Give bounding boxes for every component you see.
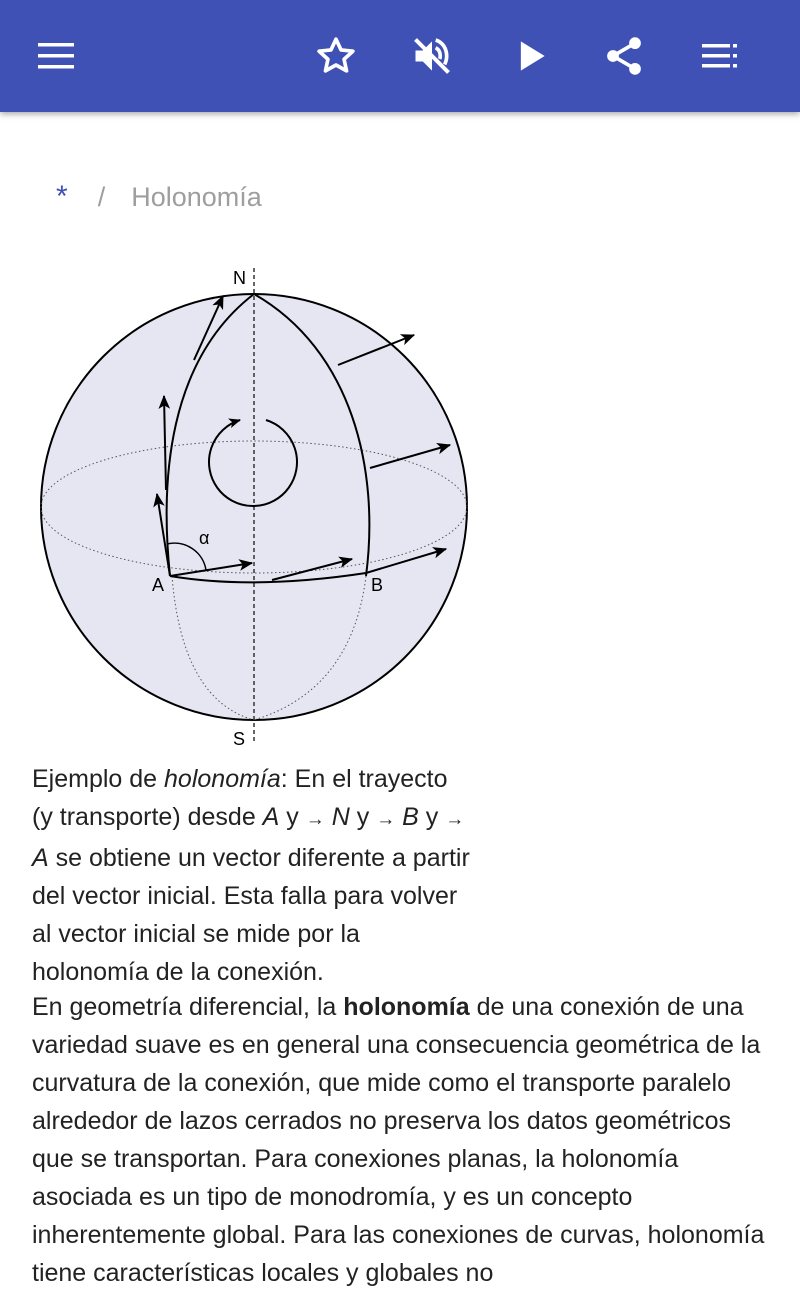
star-outline-icon	[314, 34, 358, 78]
caption-text: : En el trayecto (y transporte) desde	[32, 765, 448, 831]
caption-arrow: →	[445, 809, 465, 830]
breadcrumb-home-link[interactable]: *	[56, 180, 68, 213]
north-label: N	[233, 268, 246, 288]
caption-text: Ejemplo de	[32, 765, 165, 793]
mute-button[interactable]	[404, 28, 460, 84]
list-icon	[700, 36, 740, 76]
caption-text: y	[418, 803, 446, 831]
menu-icon	[36, 36, 76, 76]
caption-text: se obtiene un vector diferente a partir del vector inicial. Esta falla para volver al vector inicial se mide por la holonomía de la conexión.	[32, 844, 470, 986]
figure-caption	[32, 760, 472, 991]
caption-text	[325, 803, 332, 831]
play-button[interactable]	[502, 28, 558, 84]
contents-button[interactable]	[692, 28, 748, 84]
menu-button[interactable]	[28, 28, 84, 84]
south-label: S	[233, 729, 246, 749]
point-b-label: B	[371, 575, 384, 595]
caption-point-n: N	[331, 803, 350, 831]
caption-text: y	[349, 803, 377, 831]
breadcrumb-separator: /	[97, 181, 106, 212]
caption-term: holonomía	[164, 765, 281, 793]
app-bar	[0, 0, 800, 112]
share-icon	[602, 34, 646, 78]
caption-arrow: →	[305, 809, 325, 830]
article-body	[32, 988, 768, 1292]
caption-point-a: A	[262, 803, 280, 831]
article-term: holonomía	[343, 993, 470, 1021]
holonomy-sphere-figure	[32, 258, 472, 754]
breadcrumb-current: Holonomía	[131, 181, 262, 212]
caption-point-b: B	[402, 803, 419, 831]
article-text: de una conexión de una variedad suave es en general una consecuencia geométrica de la curvatura de la conexión, que mide como el transporte paralelo alrededor de lazos cerrados no preserva los datos geométricos que se transportan. Para conexiones planas, la holonomía asociada es un tipo de monodromía, y es un concepto inherentemente global. Para las conexiones de curvas, holonomía tiene características locales y globales no	[32, 993, 765, 1287]
article-text: En geometría diferencial, la	[32, 993, 344, 1021]
caption-point-a: A	[32, 844, 49, 872]
play-icon	[508, 34, 552, 78]
caption-arrow: →	[376, 809, 396, 830]
breadcrumb	[56, 180, 262, 214]
point-a-label: A	[152, 575, 165, 595]
favorite-button[interactable]	[308, 28, 364, 84]
volume-off-icon	[410, 34, 454, 78]
caption-text: y	[279, 803, 306, 831]
share-button[interactable]	[596, 28, 652, 84]
alpha-label: α	[199, 528, 210, 548]
